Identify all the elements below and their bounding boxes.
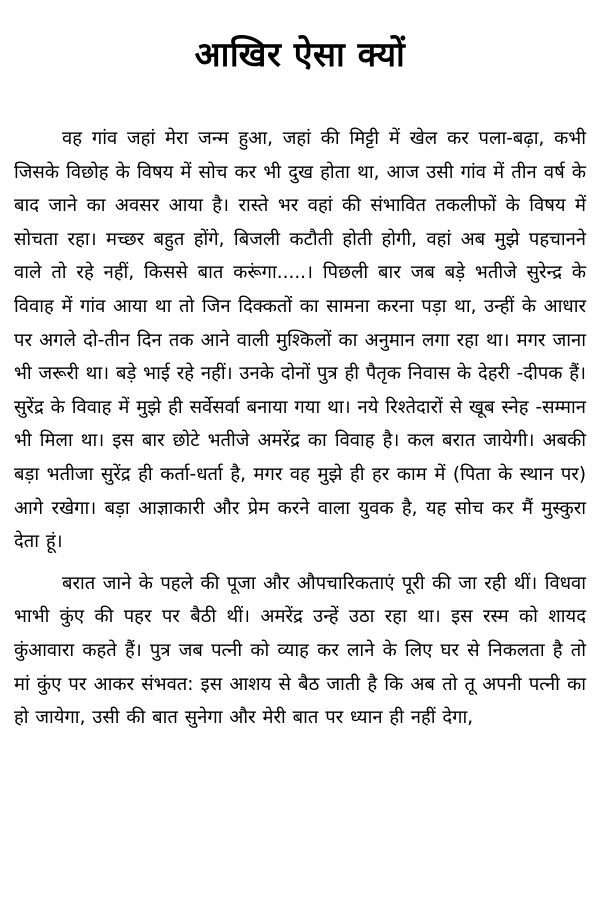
- paragraph-1: वह गांव जहां मेरा जन्म हुआ, जहां की मिट्टी में खेल कर पला-बढ़ा, कभी जिसके विछोह के विषय में सोच कर भी दुख होता था, आज उसी गांव में तीन वर्ष के बाद जाने का अवसर आया है। रास्ते भर वहां की संभावित तकलीफों के विषय में सोचता रहा। मच्छर बहुत होंगे, बिजली कटौती होती होगी, वहां अब मुझे पहचानने वाले तो रहे नहीं, किससे बात करूंगा.....। पिछली बार जब बड़े भतीजे सुरेन्द्र के विवाह में गांव आया था तो जिन दिक्कतों का सामना करना पड़ा था, उन्हीं के आधार पर अगले दो-तीन दिन तक आने वाली मुश्किलों का अनुमान लगा रहा था। मगर जाना भी जरूरी था। बड़े भाई रहे नहीं। उनके दोनों पुत्र ही पैतृक निवास के देहरी -दीपक हैं। सुरेंद्र के विवाह में मुझे ही सर्वेसर्वा बनाया गया था। नये रिश्तेदारों से खूब स्नेह -सम्मान भी मिला था। इस बार छोटे भतीजे अमरेंद्र का विवाह है। कल बरात जायेगी। अबकी बड़ा भतीजा सुरेंद्र ही कर्ता-धर्ता है, मगर वह मुझे ही हर काम में (पिता के स्थान पर) आगे रखेगा। बड़ा आज्ञाकारी और प्रेम करने वाला युवक है, यह सोच कर मैं मुस्कुरा देता हूं।: [14, 128, 586, 553]
- paragraph-2: बरात जाने के पहले की पूजा और औपचारिकताएं पूरी की जा रही थीं। विधवा भाभी कुंए की पहर पर बैठी थीं। अमरेंद्र उन्हें उठा रहा था। इस रस्म को शायद कुंआवारा कहते हैं। पुत्र जब पत्नी को व्याह कर लाने के लिए घर से निकलता है तो मां कुंए पर आकर संभवत: इस आशय से बैठ जाती है कि अब तो तू अपनी पत्नी का हो जायेगा, उसी की बात सुनेगा और मेरी बात पर ध्यान ही नहीं देगा,: [14, 572, 586, 729]
- story-body: [14, 122, 586, 735]
- story-title: आखिर ऐसा क्यों: [194, 35, 406, 75]
